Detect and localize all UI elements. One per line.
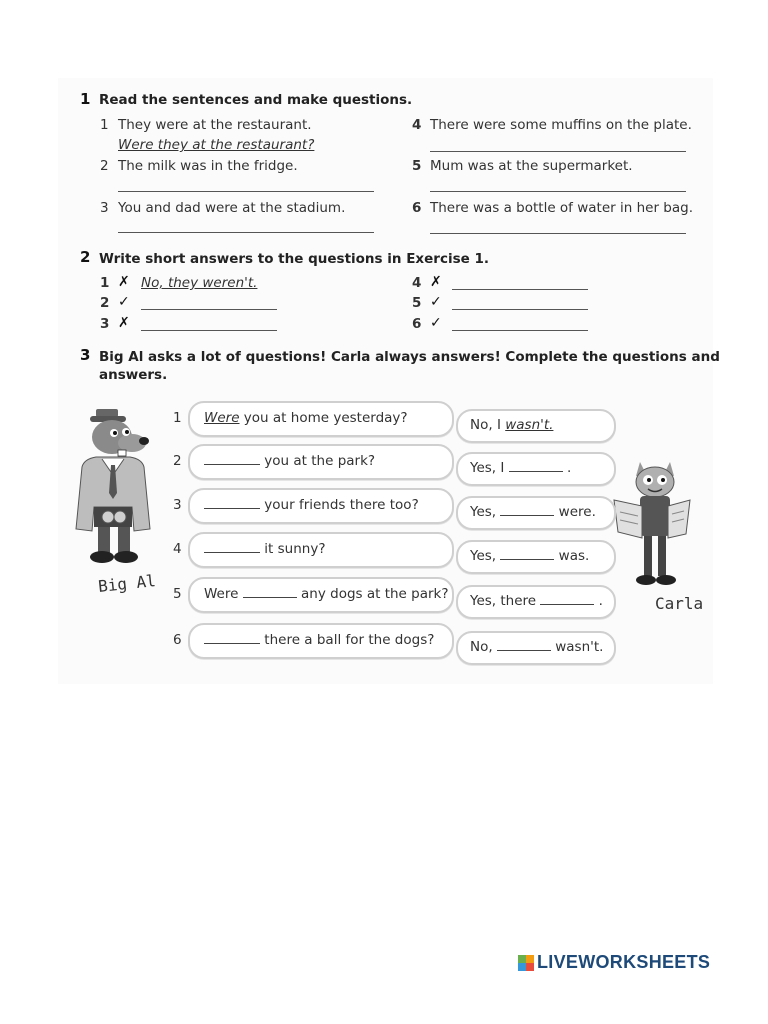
question-3-blank[interactable] — [204, 497, 260, 509]
answer-2-blank[interactable] — [509, 460, 563, 472]
ex1-item-3-answer-line[interactable] — [118, 232, 374, 233]
answer-bubble-1 — [456, 409, 616, 443]
question-bubble-3 — [188, 488, 454, 524]
ex2-item-6-number: 6 — [412, 316, 422, 332]
ex3-row-5-number: 5 — [173, 586, 182, 602]
cross-icon: ✗ — [118, 274, 130, 290]
big-al-illustration — [74, 407, 164, 577]
ex2-item-2-answer-line[interactable] — [141, 309, 277, 310]
cross-icon: ✗ — [430, 274, 442, 290]
question-6-blank[interactable] — [204, 632, 260, 644]
question-bubble-6 — [188, 623, 454, 659]
question-2-blank[interactable] — [204, 453, 260, 465]
ex1-item-5-answer-line[interactable] — [430, 191, 686, 192]
carla-illustration — [612, 456, 692, 588]
answer-bubble-3 — [456, 496, 616, 530]
ex1-instruction: Read the sentences and make questions. — [99, 92, 413, 108]
logo-icon — [518, 955, 534, 971]
answer-5-end: . — [594, 593, 603, 609]
answer-5-blank[interactable] — [540, 593, 594, 605]
answer-bubble-4 — [456, 540, 616, 574]
ex2-item-1-number: 1 — [100, 275, 110, 291]
question-bubble-5 — [188, 577, 454, 613]
ex3-instruction-line1: Big Al asks a lot of questions! Carla always answers! Complete the questions and — [99, 349, 720, 365]
ex3-row-2-number: 2 — [173, 453, 182, 469]
ex2-item-5-answer-line[interactable] — [452, 309, 588, 310]
answer-4-blank[interactable] — [500, 548, 554, 560]
answer-bubble-5 — [456, 585, 616, 619]
question-4-blank[interactable] — [204, 541, 260, 553]
ex3-number: 3 — [80, 346, 91, 364]
check-icon: ✓ — [118, 294, 130, 310]
ex1-item-1-answer: Were they at the restaurant? — [118, 137, 315, 153]
question-bubble-2 — [188, 444, 454, 480]
ex2-item-4-number: 4 — [412, 275, 422, 291]
question-bubble-4 — [188, 532, 454, 568]
answer-3-blank[interactable] — [500, 504, 554, 516]
ex1-item-1-number: 1 — [100, 117, 109, 133]
ex1-item-5-number: 5 — [412, 158, 422, 174]
ex1-item-1-text: They were at the restaurant. — [118, 117, 312, 133]
ex1-item-4-number: 4 — [412, 117, 422, 133]
ex2-item-6-answer-line[interactable] — [452, 330, 588, 331]
ex3-row-6-number: 6 — [173, 632, 182, 648]
ex2-instruction: Write short answers to the questions in Exercise 1. — [99, 251, 489, 267]
logo-text: LIVEWORKSHEETS — [537, 952, 711, 972]
question-bubble-1 — [188, 401, 454, 437]
answer-6-end: wasn't. — [550, 639, 604, 655]
ex2-item-2-number: 2 — [100, 295, 110, 311]
answer-4-text: Yes, — [470, 548, 501, 564]
question-5-text: any dogs at the park? — [296, 586, 449, 602]
ex3-row-3-number: 3 — [173, 497, 182, 513]
ex1-item-2-number: 2 — [100, 158, 109, 174]
answer-2-text: Yes, I — [470, 460, 509, 476]
ex1-item-2-text: The milk was in the fridge. — [118, 158, 298, 174]
answer-1-text: No, I — [470, 417, 506, 433]
ex2-item-3-number: 3 — [100, 316, 110, 332]
question-1-text: you at home yesterday? — [239, 410, 408, 426]
question-2-text: you at the park? — [260, 453, 376, 469]
question-3-text: your friends there too? — [260, 497, 419, 513]
ex3-instruction-line2: answers. — [99, 367, 168, 383]
ex1-item-3-text: You and dad were at the stadium. — [118, 200, 346, 216]
ex1-item-2-answer-line[interactable] — [118, 191, 374, 192]
answer-2-end: . — [562, 460, 572, 476]
ex1-item-6-number: 6 — [412, 200, 422, 216]
big-al-label: Big Al — [97, 571, 157, 596]
question-1-filled-word: Were — [204, 410, 240, 426]
answer-4-end: was. — [554, 548, 590, 564]
check-icon: ✓ — [430, 294, 442, 310]
answer-bubble-6 — [456, 631, 616, 665]
ex1-item-5-text: Mum was at the supermarket. — [430, 158, 633, 174]
ex1-number: 1 — [80, 90, 91, 108]
question-5-start: Were — [204, 586, 243, 602]
answer-1-filled-word: wasn't. — [505, 417, 554, 433]
answer-3-end: were. — [554, 504, 596, 520]
ex2-item-4-answer-line[interactable] — [452, 289, 588, 290]
question-5-blank[interactable] — [243, 586, 297, 598]
answer-6-text: No, — [470, 639, 497, 655]
carla-label: Carla — [655, 594, 704, 613]
check-icon: ✓ — [430, 315, 442, 331]
ex1-item-4-answer-line[interactable] — [430, 151, 686, 152]
liveworksheets-logo[interactable] — [518, 952, 710, 973]
ex2-item-1-answer: No, they weren't. — [141, 275, 258, 291]
ex2-item-5-number: 5 — [412, 295, 422, 311]
ex3-row-4-number: 4 — [173, 541, 182, 557]
ex2-item-3-answer-line[interactable] — [141, 330, 277, 331]
answer-3-text: Yes, — [470, 504, 501, 520]
answer-bubble-2 — [456, 452, 616, 486]
answer-5-text: Yes, there — [470, 593, 541, 609]
ex2-number: 2 — [80, 248, 91, 266]
ex1-item-4-text: There were some muffins on the plate. — [430, 117, 692, 133]
ex3-row-1-number: 1 — [173, 410, 182, 426]
ex1-item-3-number: 3 — [100, 200, 109, 216]
question-6-text: there a ball for the dogs? — [260, 632, 435, 648]
ex1-item-6-text: There was a bottle of water in her bag. — [430, 200, 693, 216]
cross-icon: ✗ — [118, 315, 130, 331]
ex1-item-6-answer-line[interactable] — [430, 233, 686, 234]
answer-6-blank[interactable] — [497, 639, 551, 651]
question-4-text: it sunny? — [260, 541, 326, 557]
